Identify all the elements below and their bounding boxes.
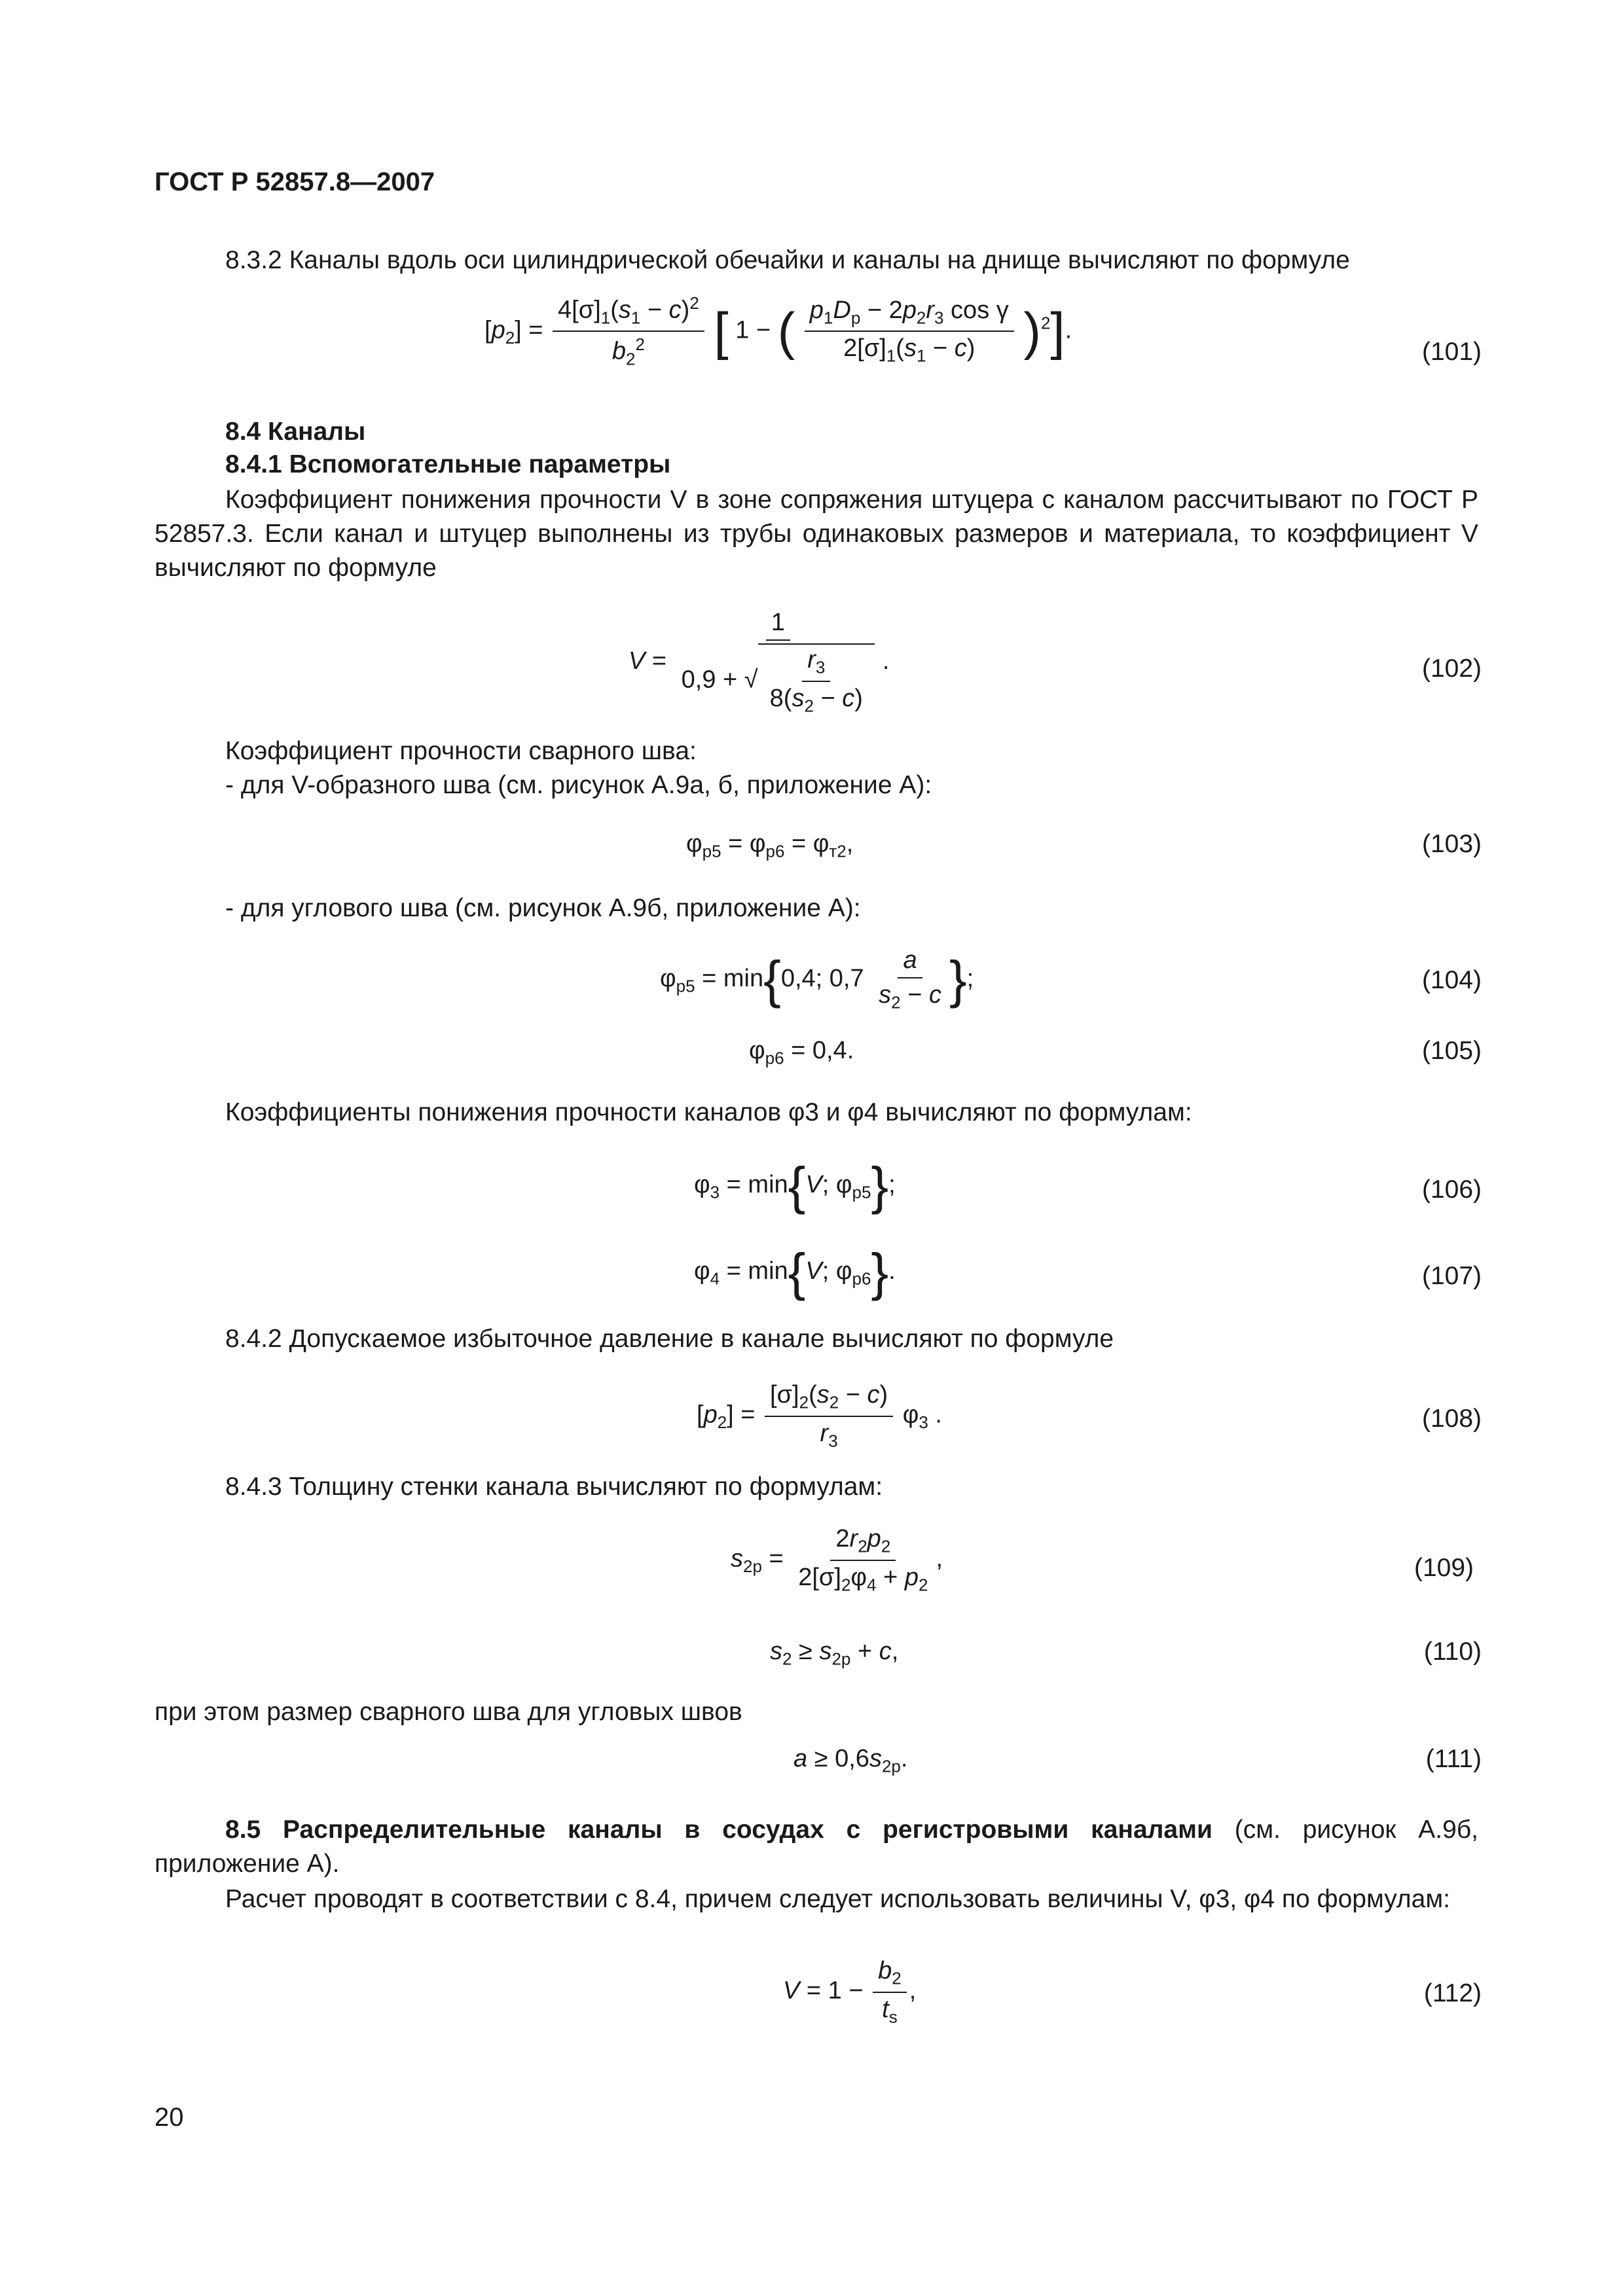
formula-108: $[p_2]$ = $\frac{[\sigma]_2(s_2 - c)}{r_3}$ $\varphi_3$ .: [697, 1381, 942, 1451]
equation-number-101: (101): [1421, 338, 1482, 366]
equation-number-107: (107): [1421, 1262, 1482, 1290]
equation-number-104: (104): [1421, 966, 1482, 994]
formula-112: V = 1 − $\frac{b_2}{t_s}$ ,: [783, 1957, 917, 2027]
formula-106: $\varphi_3 = \min\{V$; $\varphi_{p5}$};: [694, 1157, 896, 1215]
formula-107: $\varphi_4 = \min\{V$; $\varphi_{p6}$}.: [694, 1243, 896, 1301]
equation-number-110: (110): [1423, 1638, 1482, 1666]
formula-102: V = 1 0,9 + √ $\frac{r_3}{8(s_2 - c)}$ .: [629, 609, 890, 716]
formula-111: $a \ge 0,6s_{2p}$.: [793, 1745, 908, 1776]
paragraph-weld-size: при этом размер сварного шва для угловых швов: [155, 1698, 742, 1726]
paragraph-fillet-weld: - для углового шва (см. рисунок А.9б, приложение А):: [225, 894, 861, 922]
formula-103: $\varphi_{p5} = \varphi_{p6} = \varphi_{т2}$,: [686, 830, 854, 861]
heading-8-4-1: 8.4.1 Вспомогательные параметры: [225, 450, 671, 478]
paragraph-8-3-2: 8.3.2 Каналы вдоль оси цилиндрической обечайки и каналы на днище вычисляют по формуле: [225, 246, 1350, 274]
page-number: 20: [155, 2103, 184, 2132]
paragraph-weld-coefficient: Коэффициент прочности сварного шва:: [225, 737, 697, 765]
paragraph-v-weld: - для V-образного шва (см. рисунок А.9а, б, приложение А):: [225, 771, 932, 799]
paragraph-8-4-1: Коэффициент понижения прочности V в зоне сопряжения штуцера с каналом рассчитывают по ГОСТ Р 52857.3. Если канал и штуцер выполнены из трубы одинаковых размеров и материала, то коэффициент V вычисляют по формуле: [155, 486, 1478, 582]
formula-105: $\varphi_{p6} = 0,4$.: [749, 1037, 854, 1068]
document-header: ГОСТ Р 52857.8—2007: [155, 168, 435, 196]
equation-number-112: (112): [1423, 1979, 1482, 2007]
heading-8-5: 8.5 Распределительные каналы в сосудах с регистровыми каналами: [225, 1816, 1213, 1844]
equation-number-105: (105): [1421, 1037, 1482, 1065]
equation-number-102: (102): [1421, 655, 1482, 683]
equation-number-106: (106): [1421, 1175, 1482, 1204]
formula-109: $s_{2p}$ = $\frac{2r_2p_2}{2[\sigma]_2\varphi_4 + p_2}$ ,: [731, 1525, 943, 1595]
equation-number-111: (111): [1425, 1745, 1482, 1773]
equation-number-108: (108): [1421, 1405, 1482, 1433]
paragraph-8-4-3: 8.4.3 Толщину стенки канала вычисляют по формулам:: [225, 1473, 883, 1501]
paragraph-8-5-tail: (см. рисунок А.9б, приложение А).: [155, 1816, 1478, 1878]
equation-number-103: (103): [1421, 830, 1482, 858]
paragraph-8-5-calc: Расчет проводят в соответствии с 8.4, причем следует использовать величины V, φ3, φ4 по формулам:: [225, 1885, 1450, 1913]
formula-110: $s_2 \ge s_{2p} + c$,: [770, 1638, 899, 1669]
paragraph-8-4-2: 8.4.2 Допускаемое избыточное давление в канале вычисляют по формуле: [225, 1325, 1114, 1353]
paragraph-phi3-phi4: Коэффициенты понижения прочности каналов φ3 и φ4 вычисляют по формулам:: [225, 1098, 1192, 1126]
formula-104: $\varphi_{p5} = \min\{0,4$; 0,7 $\frac{a}{s_2 - c}$ };: [660, 946, 974, 1013]
paragraph-8-5: [155, 1813, 1478, 1881]
formula-101: $[p_2]$ = $\frac{4[\sigma]_1(s_1 - c)^2}{b_2^2}$ [ 1 − ( $\frac{p_1D_p - 2p_2r_3 \cos \gamma}{2[\sigma]_1(s_1 - c)}$ )$^2$].: [484, 293, 1072, 369]
equation-number-109: (109): [1413, 1554, 1474, 1582]
heading-8-4: 8.4 Каналы: [225, 418, 366, 446]
